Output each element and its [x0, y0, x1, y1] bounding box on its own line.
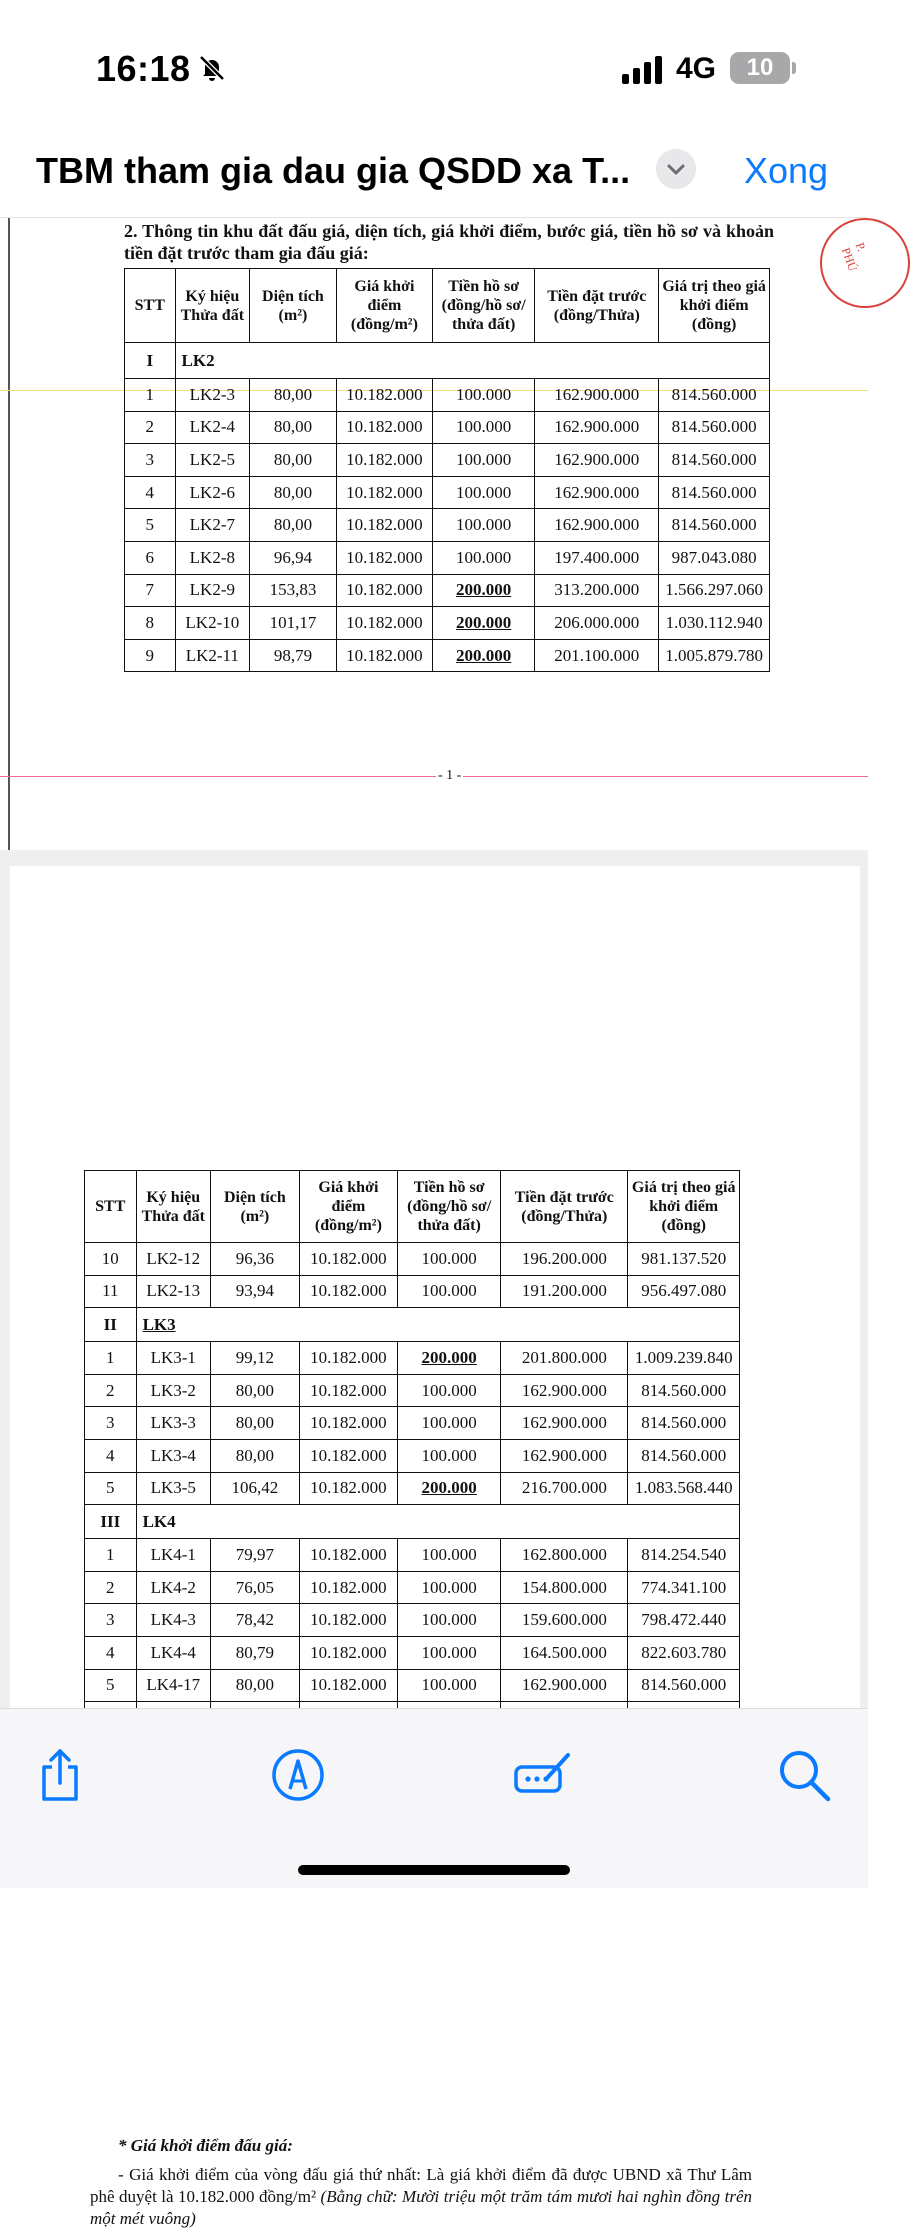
cell-tien-dat-truoc: 162.900.000 — [501, 1374, 628, 1407]
cell-tien-ho-so: 100.000 — [398, 1571, 501, 1604]
cell-tien-ho-so: 100.000 — [398, 1539, 501, 1572]
col-tien-dat-truoc: Tiền đặt trước (đồng/Thửa) — [501, 1171, 628, 1243]
cell-tien-ho-so: 200.000 — [398, 1342, 501, 1375]
col-ky-hieu: Ký hiệu Thửa đất — [136, 1171, 210, 1243]
col-dien-tich: Diện tích (m²) — [210, 1171, 299, 1243]
col-stt: STT — [125, 269, 176, 343]
group-row — [85, 1308, 740, 1342]
cell-ky-hieu: LK4-4 — [136, 1636, 210, 1669]
cell-gia-khoi-diem: 10.182.000 — [299, 1374, 397, 1407]
cell-dien-tich: 98,79 — [250, 639, 337, 672]
table-row — [85, 1342, 740, 1375]
table-row — [85, 1669, 740, 1702]
cell-gia-tri: 814.560.000 — [659, 444, 770, 477]
col-gia-tri: Giá trị theo giá khởi điểm (đồng) — [659, 269, 770, 343]
cell-ky-hieu: LK2-3 — [175, 379, 250, 412]
cell-gia-khoi-diem: 10.182.000 — [299, 1407, 397, 1440]
battery-tip — [792, 62, 796, 74]
group-name: LK4 — [136, 1505, 739, 1539]
markup-icon[interactable] — [268, 1745, 328, 1805]
cell-gia-tri: 814.254.540 — [628, 1539, 740, 1572]
status-bar — [0, 0, 868, 140]
col-gia-khoi-diem: Giá khởi điểm (đồng/m²) — [336, 269, 432, 343]
cell-tien-dat-truoc: 162.900.000 — [535, 444, 659, 477]
cell-gia-tri: 1.009.239.840 — [628, 1342, 740, 1375]
pdf-page-2 — [10, 866, 860, 2228]
cell-ky-hieu: LK3-5 — [136, 1472, 210, 1505]
cell-gia-tri: 814.560.000 — [628, 1374, 740, 1407]
col-tien-ho-so: Tiền hồ sơ (đồng/hồ sơ/ thửa đất) — [398, 1171, 501, 1243]
bottom-toolbar — [0, 1708, 868, 1888]
auction-table-page1 — [124, 268, 770, 672]
cell-ky-hieu: LK4-2 — [136, 1571, 210, 1604]
cell-tien-dat-truoc: 154.800.000 — [501, 1571, 628, 1604]
cell-stt: 10 — [85, 1243, 137, 1276]
cell-tien-dat-truoc: 162.800.000 — [501, 1539, 628, 1572]
cell-dien-tich: 80,79 — [210, 1636, 299, 1669]
page-break-rule — [0, 776, 868, 777]
cell-gia-khoi-diem: 10.182.000 — [299, 1439, 397, 1472]
table-row — [85, 1374, 740, 1407]
cell-dien-tich: 80,00 — [210, 1439, 299, 1472]
done-button[interactable]: Xong — [744, 150, 829, 191]
group-name: LK3 — [136, 1308, 739, 1342]
cell-tien-dat-truoc: 162.900.000 — [535, 379, 659, 412]
cell-stt: 3 — [125, 444, 176, 477]
cell-ky-hieu: LK3-3 — [136, 1407, 210, 1440]
table-row — [125, 574, 770, 607]
cell-ky-hieu: LK2-10 — [175, 607, 250, 640]
group-number: II — [85, 1308, 137, 1342]
cell-gia-tri: 822.603.780 — [628, 1636, 740, 1669]
cell-dien-tich: 80,00 — [250, 379, 337, 412]
cell-ky-hieu: LK3-1 — [136, 1342, 210, 1375]
cell-gia-tri: 956.497.080 — [628, 1275, 740, 1308]
network-type: 4G — [676, 52, 717, 85]
cell-tien-ho-so: 200.000 — [433, 574, 535, 607]
cell-tien-ho-so: 200.000 — [398, 1472, 501, 1505]
cell-tien-dat-truoc: 159.600.000 — [501, 1604, 628, 1637]
table-row — [85, 1636, 740, 1669]
cell-stt: 3 — [85, 1407, 137, 1440]
cell-tien-ho-so: 100.000 — [433, 509, 535, 542]
cell-stt: 2 — [85, 1571, 137, 1604]
cell-gia-tri: 1.030.112.940 — [659, 607, 770, 640]
chevron-down-icon[interactable] — [656, 149, 696, 189]
cell-stt: 1 — [125, 379, 176, 412]
cell-tien-dat-truoc: 201.100.000 — [535, 639, 659, 672]
cell-dien-tich: 80,00 — [210, 1407, 299, 1440]
cell-gia-tri: 814.560.000 — [628, 1669, 740, 1702]
table-row — [125, 379, 770, 412]
table-row — [85, 1275, 740, 1308]
cell-tien-ho-so: 100.000 — [398, 1407, 501, 1440]
cell-stt: 5 — [85, 1669, 137, 1702]
cell-gia-khoi-diem: 10.182.000 — [336, 607, 432, 640]
cell-gia-tri: 814.560.000 — [659, 476, 770, 509]
table-row — [85, 1604, 740, 1637]
cell-gia-tri: 814.560.000 — [628, 1439, 740, 1472]
group-name: LK2 — [175, 343, 769, 379]
cell-tien-ho-so: 100.000 — [398, 1439, 501, 1472]
search-icon[interactable] — [774, 1745, 834, 1805]
cell-gia-tri: 1.005.879.780 — [659, 639, 770, 672]
cell-gia-khoi-diem: 10.182.000 — [336, 411, 432, 444]
cell-tien-dat-truoc: 206.000.000 — [535, 607, 659, 640]
cell-dien-tich: 96,36 — [210, 1243, 299, 1276]
cell-ky-hieu: LK4-1 — [136, 1539, 210, 1572]
cell-gia-khoi-diem: 10.182.000 — [299, 1275, 397, 1308]
cell-gia-khoi-diem: 10.182.000 — [336, 444, 432, 477]
cell-gia-tri: 814.560.000 — [659, 509, 770, 542]
cell-ky-hieu: LK2-11 — [175, 639, 250, 672]
cell-gia-khoi-diem: 10.182.000 — [336, 639, 432, 672]
cell-dien-tich: 79,97 — [210, 1539, 299, 1572]
table-row — [125, 411, 770, 444]
cell-stt: 6 — [125, 541, 176, 574]
cell-stt: 7 — [125, 574, 176, 607]
cell-tien-dat-truoc: 162.900.000 — [501, 1669, 628, 1702]
col-stt: STT — [85, 1171, 137, 1243]
cell-gia-khoi-diem: 10.182.000 — [299, 1342, 397, 1375]
cell-tien-ho-so: 100.000 — [398, 1275, 501, 1308]
cell-ky-hieu: LK2-5 — [175, 444, 250, 477]
table-row — [125, 509, 770, 542]
cell-dien-tich: 80,00 — [210, 1669, 299, 1702]
cell-ky-hieu: LK2-6 — [175, 476, 250, 509]
cell-tien-dat-truoc: 162.900.000 — [535, 476, 659, 509]
cell-tien-ho-so: 100.000 — [433, 444, 535, 477]
cell-stt: 4 — [85, 1636, 137, 1669]
cell-dien-tich: 78,42 — [210, 1604, 299, 1637]
cell-tien-ho-so: 100.000 — [398, 1243, 501, 1276]
cell-stt: 1 — [85, 1342, 137, 1375]
cell-tien-ho-so: 100.000 — [398, 1636, 501, 1669]
cell-ky-hieu: LK4-3 — [136, 1604, 210, 1637]
cell-stt: 3 — [85, 1604, 137, 1637]
seal-text: P. PHÚ — [838, 240, 869, 274]
cell-tien-dat-truoc: 216.700.000 — [501, 1472, 628, 1505]
cell-dien-tich: 80,00 — [250, 444, 337, 477]
cell-tien-dat-truoc: 162.900.000 — [535, 509, 659, 542]
cell-gia-khoi-diem: 10.182.000 — [299, 1636, 397, 1669]
cell-tien-ho-so: 100.000 — [433, 411, 535, 444]
cell-gia-khoi-diem: 10.182.000 — [336, 379, 432, 412]
cell-gia-khoi-diem: 10.182.000 — [299, 1539, 397, 1572]
cell-ky-hieu: LK2-4 — [175, 411, 250, 444]
cell-gia-khoi-diem: 10.182.000 — [299, 1243, 397, 1276]
cell-tien-dat-truoc: 162.900.000 — [501, 1407, 628, 1440]
cell-stt: 1 — [85, 1539, 137, 1572]
page-number: - 1 - — [438, 768, 462, 783]
table-row — [125, 607, 770, 640]
navigation-bar — [0, 140, 868, 218]
cell-dien-tich: 153,83 — [250, 574, 337, 607]
table-row — [125, 639, 770, 672]
cell-stt: 4 — [85, 1439, 137, 1472]
cell-gia-tri: 814.560.000 — [659, 411, 770, 444]
col-gia-tri: Giá trị theo giá khởi điểm (đồng) — [628, 1171, 740, 1243]
col-gia-khoi-diem: Giá khởi điểm (đồng/m²) — [299, 1171, 397, 1243]
section-heading: 2. Thông tin khu đất đấu giá, diện tích, giá khởi điểm, bước giá, tiền hồ sơ và khoản tiền đặt trước tham gia đấu giá: — [124, 221, 774, 263]
table-row — [85, 1407, 740, 1440]
cell-stt: 8 — [125, 607, 176, 640]
cell-tien-dat-truoc: 197.400.000 — [535, 541, 659, 574]
cell-tien-ho-so: 100.000 — [433, 541, 535, 574]
share-icon[interactable] — [30, 1745, 90, 1805]
cell-ky-hieu: LK3-2 — [136, 1374, 210, 1407]
cell-gia-khoi-diem: 10.182.000 — [336, 476, 432, 509]
note-intro: - Giá khởi điểm của vòng đấu giá thứ nhất: Là giá khởi điểm đã được UBND xã Thư Lâm phê duyệt là 10.182.000 đồng/m² — [90, 2165, 752, 2206]
cell-tien-ho-so: 100.000 — [398, 1604, 501, 1637]
table-row — [85, 1571, 740, 1604]
cell-stt: 9 — [125, 639, 176, 672]
cell-dien-tich: 80,00 — [250, 509, 337, 542]
cell-ky-hieu: LK4-17 — [136, 1669, 210, 1702]
home-indicator — [298, 1865, 570, 1875]
cell-dien-tich: 80,00 — [210, 1374, 299, 1407]
table-header-row — [85, 1171, 740, 1243]
cell-tien-dat-truoc: 191.200.000 — [501, 1275, 628, 1308]
cell-gia-khoi-diem: 10.182.000 — [336, 541, 432, 574]
cell-gia-khoi-diem: 10.182.000 — [299, 1604, 397, 1637]
table-row — [85, 1439, 740, 1472]
cell-tien-dat-truoc: 162.900.000 — [535, 411, 659, 444]
cell-ky-hieu: LK2-9 — [175, 574, 250, 607]
cell-gia-khoi-diem: 10.182.000 — [299, 1472, 397, 1505]
cell-gia-khoi-diem: 10.182.000 — [299, 1669, 397, 1702]
col-dien-tich: Diện tích (m²) — [250, 269, 337, 343]
cell-tien-ho-so: 200.000 — [433, 639, 535, 672]
auction-table-page2 — [84, 1170, 740, 1735]
cell-gia-khoi-diem: 10.182.000 — [336, 509, 432, 542]
cell-dien-tich: 96,94 — [250, 541, 337, 574]
cell-tien-dat-truoc: 313.200.000 — [535, 574, 659, 607]
page-edge — [8, 218, 10, 850]
cell-stt: 4 — [125, 476, 176, 509]
cell-stt: 2 — [85, 1374, 137, 1407]
col-tien-ho-so: Tiền hồ sơ (đồng/hồ sơ/ thửa đất) — [433, 269, 535, 343]
group-row-lk2 — [125, 343, 770, 379]
note-amount-in-words: (Bằng chữ: Mười triệu một trăm tám mươi hai nghìn đồng trên một mét vuông) — [90, 2187, 752, 2228]
cell-gia-tri: 987.043.080 — [659, 541, 770, 574]
cell-tien-ho-so: 100.000 — [433, 476, 535, 509]
status-time: 16:18 — [96, 48, 191, 89]
cell-stt: 2 — [125, 411, 176, 444]
cell-ky-hieu: LK2-7 — [175, 509, 250, 542]
cell-stt: 11 — [85, 1275, 137, 1308]
cell-dien-tich: 101,17 — [250, 607, 337, 640]
cell-ky-hieu: LK3-4 — [136, 1439, 210, 1472]
cell-tien-ho-so: 200.000 — [433, 607, 535, 640]
cellular-signal-icon — [622, 56, 664, 84]
table-row — [125, 541, 770, 574]
table-row — [125, 476, 770, 509]
col-ky-hieu: Ký hiệu Thửa đất — [175, 269, 250, 343]
table-header-row — [125, 269, 770, 343]
cell-ky-hieu: LK2-8 — [175, 541, 250, 574]
cell-gia-tri: 981.137.520 — [628, 1243, 740, 1276]
cell-dien-tich: 93,94 — [210, 1275, 299, 1308]
cell-gia-tri: 1.566.297.060 — [659, 574, 770, 607]
bell-slash-icon — [196, 52, 228, 84]
group-number: III — [85, 1505, 137, 1539]
group-number: I — [125, 343, 176, 379]
col-tien-dat-truoc: Tiền đặt trước (đồng/Thửa) — [535, 269, 659, 343]
cell-gia-tri: 798.472.440 — [628, 1604, 740, 1637]
cell-gia-khoi-diem: 10.182.000 — [336, 574, 432, 607]
cell-dien-tich: 99,12 — [210, 1342, 299, 1375]
cell-tien-dat-truoc: 196.200.000 — [501, 1243, 628, 1276]
battery-icon: 10 — [730, 52, 790, 84]
annotate-icon[interactable] — [512, 1745, 572, 1805]
cell-dien-tich: 76,05 — [210, 1571, 299, 1604]
cell-dien-tich: 80,00 — [250, 476, 337, 509]
cell-gia-tri: 774.341.100 — [628, 1571, 740, 1604]
document-viewer[interactable] — [0, 218, 869, 2228]
cell-tien-ho-so: 100.000 — [398, 1669, 501, 1702]
cell-dien-tich: 80,00 — [250, 411, 337, 444]
cell-gia-tri: 814.560.000 — [628, 1407, 740, 1440]
table-row — [85, 1472, 740, 1505]
group-row — [85, 1505, 740, 1539]
pdf-page-1 — [0, 218, 868, 850]
table-row — [85, 1243, 740, 1276]
cell-ky-hieu: LK2-13 — [136, 1275, 210, 1308]
cell-stt: 5 — [85, 1472, 137, 1505]
cell-tien-dat-truoc: 201.800.000 — [501, 1342, 628, 1375]
document-title[interactable]: TBM tham gia dau gia QSDD xa T... — [36, 150, 631, 191]
cell-tien-dat-truoc: 164.500.000 — [501, 1636, 628, 1669]
cell-tien-ho-so: 100.000 — [398, 1374, 501, 1407]
table-row — [85, 1539, 740, 1572]
table-row — [125, 444, 770, 477]
note-title: * Giá khởi điểm đấu giá: — [118, 2136, 293, 2155]
cell-dien-tich: 106,42 — [210, 1472, 299, 1505]
cell-stt: 5 — [125, 509, 176, 542]
cell-tien-ho-so: 100.000 — [433, 379, 535, 412]
note-body — [90, 2164, 752, 2230]
cell-tien-dat-truoc: 162.900.000 — [501, 1439, 628, 1472]
cell-gia-tri: 814.560.000 — [659, 379, 770, 412]
cell-ky-hieu: LK2-12 — [136, 1243, 210, 1276]
cell-gia-khoi-diem: 10.182.000 — [299, 1571, 397, 1604]
cell-gia-tri: 1.083.568.440 — [628, 1472, 740, 1505]
